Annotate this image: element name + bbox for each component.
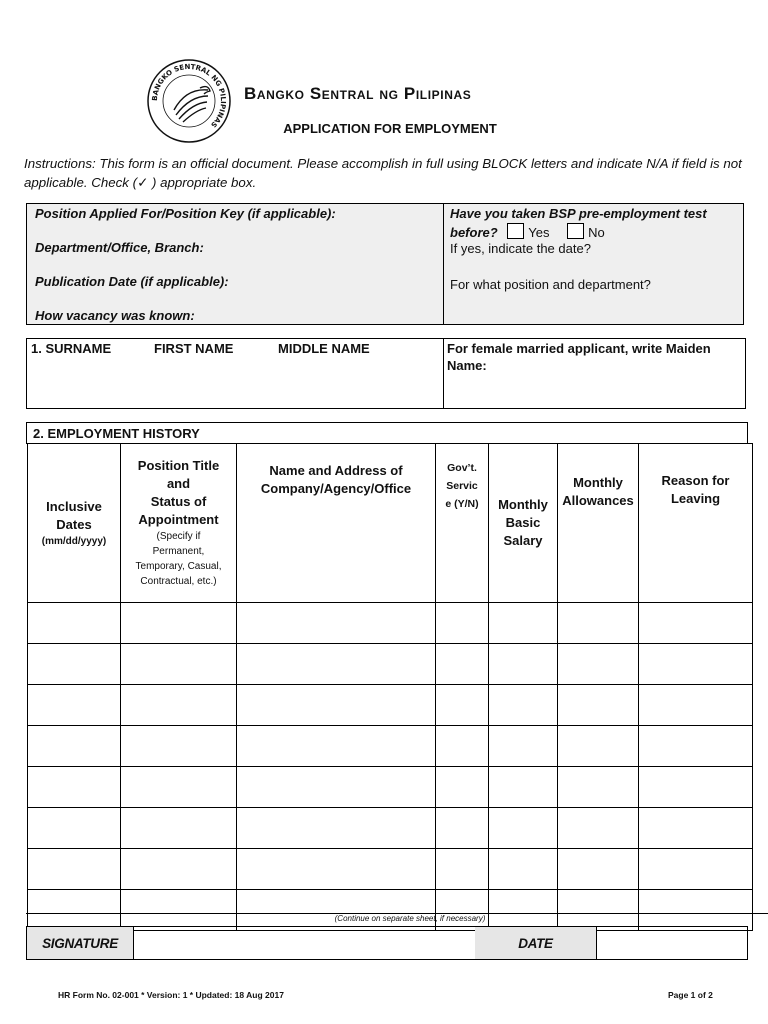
- table-cell[interactable]: [489, 726, 558, 767]
- test-question-cont: before?: [450, 225, 498, 240]
- table-row: [28, 644, 753, 685]
- table-cell[interactable]: [639, 890, 753, 931]
- table-cell[interactable]: [639, 808, 753, 849]
- table-cell[interactable]: [489, 603, 558, 644]
- test-question: Have you taken BSP pre-employment test: [450, 206, 707, 221]
- table-cell[interactable]: [237, 685, 436, 726]
- col-reason-leaving: Reason for Leaving: [639, 444, 753, 603]
- table-cell[interactable]: [121, 890, 237, 931]
- table-cell[interactable]: [28, 808, 121, 849]
- table-cell[interactable]: [558, 849, 639, 890]
- test-date-prompt[interactable]: If yes, indicate the date?: [450, 241, 591, 256]
- col-company: Name and Address of Company/Agency/Office: [237, 444, 436, 603]
- table-cell[interactable]: [121, 603, 237, 644]
- date-field[interactable]: [596, 927, 747, 959]
- table-cell[interactable]: [436, 603, 489, 644]
- table-cell[interactable]: [121, 849, 237, 890]
- table-cell[interactable]: [489, 644, 558, 685]
- date-label: DATE: [475, 927, 597, 959]
- table-cell[interactable]: [558, 890, 639, 931]
- table-row: [28, 767, 753, 808]
- divider: [443, 204, 444, 324]
- table-cell[interactable]: [237, 808, 436, 849]
- surname-field[interactable]: 1. SURNAME: [31, 341, 112, 356]
- signature-label: SIGNATURE: [27, 927, 134, 959]
- table-cell[interactable]: [28, 767, 121, 808]
- table-cell[interactable]: [28, 603, 121, 644]
- table-cell[interactable]: [28, 849, 121, 890]
- table-cell[interactable]: [28, 890, 121, 931]
- table-cell[interactable]: [121, 644, 237, 685]
- form-info: HR Form No. 02-001 * Version: 1 * Updated: 18 Aug 2017: [58, 990, 284, 1000]
- org-name: Bangko Sentral ng Pilipinas: [244, 84, 472, 103]
- table-cell[interactable]: [436, 849, 489, 890]
- first-name-field[interactable]: FIRST NAME: [154, 341, 234, 356]
- yes-label: Yes: [528, 225, 550, 240]
- table-cell[interactable]: [558, 726, 639, 767]
- table-cell[interactable]: [237, 603, 436, 644]
- name-section: [26, 338, 746, 409]
- table-cell[interactable]: [489, 685, 558, 726]
- table-cell[interactable]: [436, 890, 489, 931]
- instructions: [24, 154, 744, 192]
- form-title: APPLICATION FOR EMPLOYMENT: [283, 121, 497, 136]
- table-cell[interactable]: [28, 644, 121, 685]
- table-cell[interactable]: [237, 849, 436, 890]
- table-row: [28, 726, 753, 767]
- table-row: [28, 890, 753, 931]
- table-cell[interactable]: [489, 767, 558, 808]
- table-cell[interactable]: [436, 726, 489, 767]
- maiden-name-label[interactable]: For female married applicant, write Maiden: [447, 341, 711, 356]
- table-cell[interactable]: [237, 767, 436, 808]
- table-cell[interactable]: [28, 726, 121, 767]
- table-cell[interactable]: [489, 890, 558, 931]
- table-cell[interactable]: [121, 808, 237, 849]
- col-position-title: Position Title and Status of Appointment (Specify if Permanent, Temporary, Casual, Contractual, etc.): [121, 444, 237, 603]
- table-cell[interactable]: [558, 644, 639, 685]
- table-cell[interactable]: [237, 644, 436, 685]
- table-cell[interactable]: [436, 685, 489, 726]
- position-section: [26, 203, 744, 325]
- instructions-text-end: ) appropriate box.: [148, 175, 257, 190]
- table-cell[interactable]: [489, 808, 558, 849]
- table-cell[interactable]: [639, 644, 753, 685]
- col-monthly-allowances: Monthly Allowances: [558, 444, 639, 603]
- col-monthly-salary: Monthly Basic Salary: [489, 444, 558, 603]
- table-cell[interactable]: [558, 685, 639, 726]
- col-govt-service: Gov’t. Servic e (Y/N): [436, 444, 489, 603]
- signature-field[interactable]: [133, 927, 476, 959]
- page-number: Page 1 of 2: [668, 990, 713, 1000]
- continue-note: (Continue on separate sheet, if necessary): [334, 914, 486, 923]
- test-position-prompt[interactable]: For what position and department?: [450, 277, 651, 292]
- col-inclusive-dates: Inclusive Dates (mm/dd/yyyy): [28, 444, 121, 603]
- no-label: No: [588, 225, 605, 240]
- table-cell[interactable]: [639, 849, 753, 890]
- signature-date-row: [26, 926, 748, 960]
- table-cell[interactable]: [121, 685, 237, 726]
- table-row: [28, 808, 753, 849]
- table-cell[interactable]: [121, 726, 237, 767]
- table-cell[interactable]: [639, 767, 753, 808]
- table-row: [28, 685, 753, 726]
- employment-history-table: [27, 443, 753, 931]
- table-cell[interactable]: [436, 808, 489, 849]
- instructions-text: Instructions: This form is an official document. Please accomplish in full using BLOCK letters and indicate N/A if field is not applicable. Check (: [24, 156, 742, 190]
- table-cell[interactable]: [558, 603, 639, 644]
- table-cell[interactable]: [436, 644, 489, 685]
- table-cell[interactable]: [436, 767, 489, 808]
- position-applied-label[interactable]: Position Applied For/Position Key (if applicable):: [35, 206, 336, 221]
- table-cell[interactable]: [639, 603, 753, 644]
- yes-checkbox[interactable]: [507, 223, 524, 239]
- department-label[interactable]: Department/Office, Branch:: [35, 240, 204, 255]
- divider: [443, 339, 444, 408]
- table-cell[interactable]: [639, 685, 753, 726]
- table-cell[interactable]: [237, 726, 436, 767]
- maiden-name-label-cont: Name:: [447, 358, 487, 373]
- table-cell[interactable]: [489, 849, 558, 890]
- table-row: [28, 849, 753, 890]
- test-answer-row: [450, 223, 605, 240]
- vacancy-source-label[interactable]: How vacancy was known:: [35, 308, 195, 323]
- middle-name-field[interactable]: MIDDLE NAME: [278, 341, 370, 356]
- svg-text:BANGKO SENTRAL NG PILIPINAS: BANGKO SENTRAL NG PILIPINAS: [150, 62, 228, 129]
- publication-date-label[interactable]: Publication Date (if applicable):: [35, 274, 229, 289]
- table-row: [28, 603, 753, 644]
- table-cell[interactable]: [639, 726, 753, 767]
- table-cell[interactable]: [558, 767, 639, 808]
- table-header-row: [28, 444, 753, 603]
- check-mark-icon: ✓: [137, 175, 149, 190]
- table-cell[interactable]: [121, 767, 237, 808]
- employment-history-title: 2. EMPLOYMENT HISTORY: [26, 422, 748, 444]
- table-cell[interactable]: [237, 890, 436, 931]
- no-checkbox[interactable]: [567, 223, 584, 239]
- table-cell[interactable]: [558, 808, 639, 849]
- table-cell[interactable]: [28, 685, 121, 726]
